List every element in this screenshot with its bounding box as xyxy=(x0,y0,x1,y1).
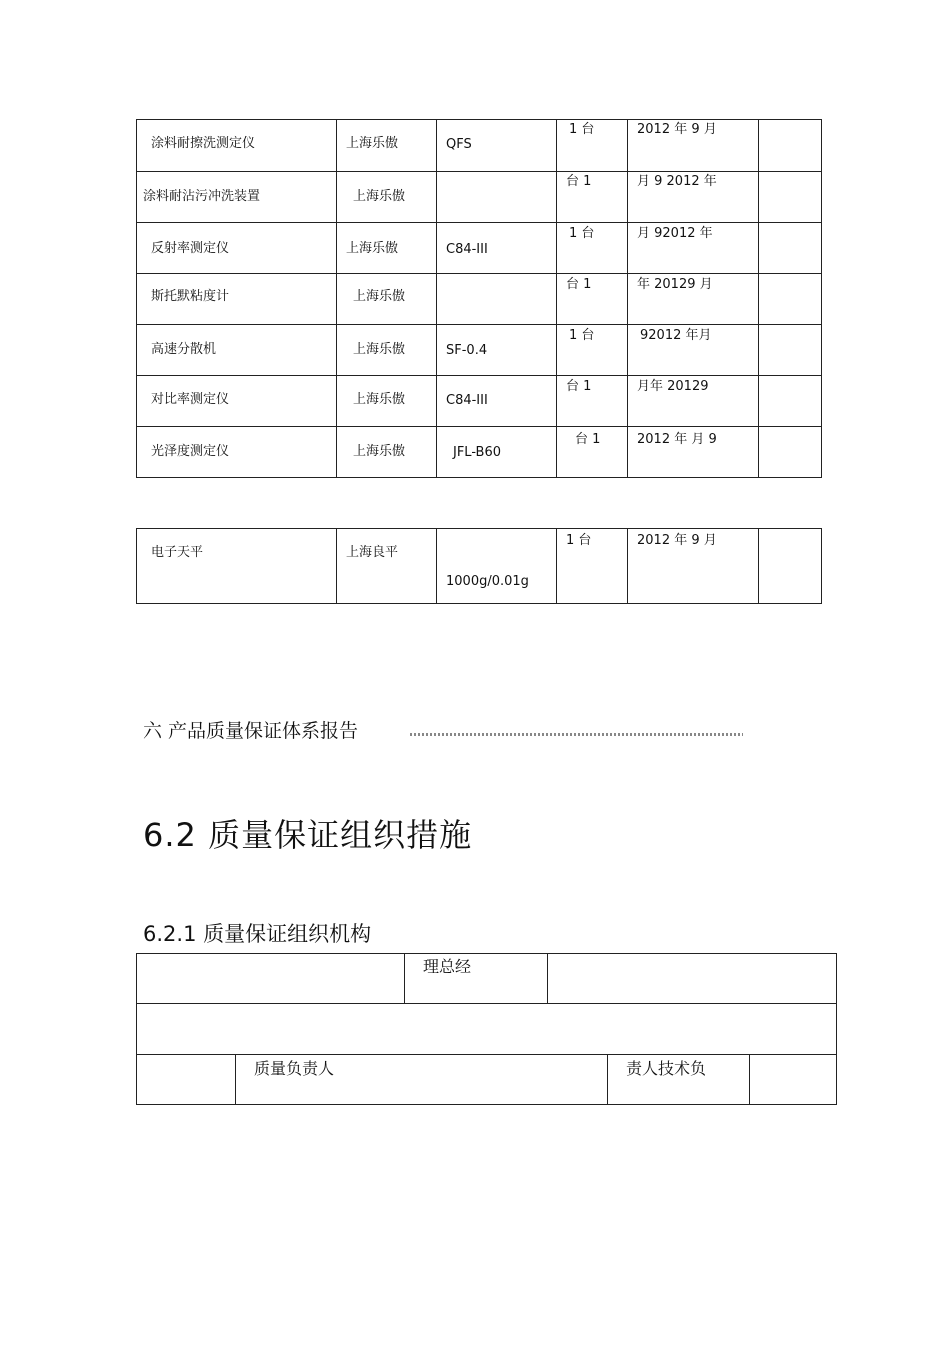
equipment-date: 2012 年 月 9 xyxy=(637,432,717,447)
equipment-name: 对比率测定仪 xyxy=(151,392,230,407)
balance-model: 1000g/0.01g xyxy=(446,574,529,589)
heading-6-2-1: 6.2.1 质量保证组织机构 xyxy=(143,922,372,946)
equipment-date: 月年 20129 xyxy=(637,379,709,394)
equipment-model: C84-III xyxy=(446,242,488,257)
toc-leader-line xyxy=(410,733,743,736)
equipment-date: 月 92012 年 xyxy=(637,226,713,241)
equipment-date: 92012 年月 xyxy=(640,328,712,343)
equipment-qty: 台 1 xyxy=(575,432,601,447)
equipment-model: QFS xyxy=(446,137,472,152)
equipment-date: 年 20129 月 xyxy=(637,277,713,292)
section-heading: 六 产品质量保证体系报告 xyxy=(143,720,359,742)
equipment-model: C84-III xyxy=(446,393,488,408)
equipment-qty: 台 1 xyxy=(566,379,592,394)
equipment-maker: 上海乐傲 xyxy=(353,289,406,304)
equipment-name: 光泽度测定仪 xyxy=(151,444,230,459)
equipment-date: 2012 年 9 月 xyxy=(637,122,717,137)
equipment-maker: 上海乐傲 xyxy=(353,392,406,407)
equipment-name: 斯托默粘度计 xyxy=(151,289,230,304)
equipment-date: 月 9 2012 年 xyxy=(637,174,717,189)
balance-qty: 1 台 xyxy=(566,533,592,548)
equipment-maker: 上海乐傲 xyxy=(353,342,406,357)
equipment-model: SF-0.4 xyxy=(446,343,488,358)
equipment-name: 反射率测定仪 xyxy=(151,241,230,256)
equipment-model: JFL-B60 xyxy=(453,445,502,460)
equipment-qty: 台 1 xyxy=(566,277,592,292)
equipment-maker: 上海乐傲 xyxy=(346,136,399,151)
equipment-qty: 1 台 xyxy=(569,226,595,241)
org-technical-lead: 责人技术负 xyxy=(626,1059,707,1078)
equipment-maker: 上海乐傲 xyxy=(353,444,406,459)
equipment-qty: 台 1 xyxy=(566,174,592,189)
balance-date: 2012 年 9 月 xyxy=(637,533,717,548)
equipment-qty: 1 台 xyxy=(569,328,595,343)
heading-6-2: 6.2 质量保证组织措施 xyxy=(143,816,473,854)
balance-name: 电子天平 xyxy=(151,545,204,560)
equipment-qty: 1 台 xyxy=(569,122,595,137)
org-quality-lead: 质量负责人 xyxy=(254,1059,335,1078)
org-general-manager: 理总经 xyxy=(423,957,472,976)
equipment-name: 高速分散机 xyxy=(151,342,217,357)
equipment-name: 涂料耐擦洗测定仪 xyxy=(151,136,256,151)
equipment-name: 涂料耐沾污冲洗装置 xyxy=(143,189,261,204)
equipment-maker: 上海乐傲 xyxy=(346,241,399,256)
equipment-maker: 上海乐傲 xyxy=(353,189,406,204)
balance-maker: 上海良平 xyxy=(346,545,399,560)
